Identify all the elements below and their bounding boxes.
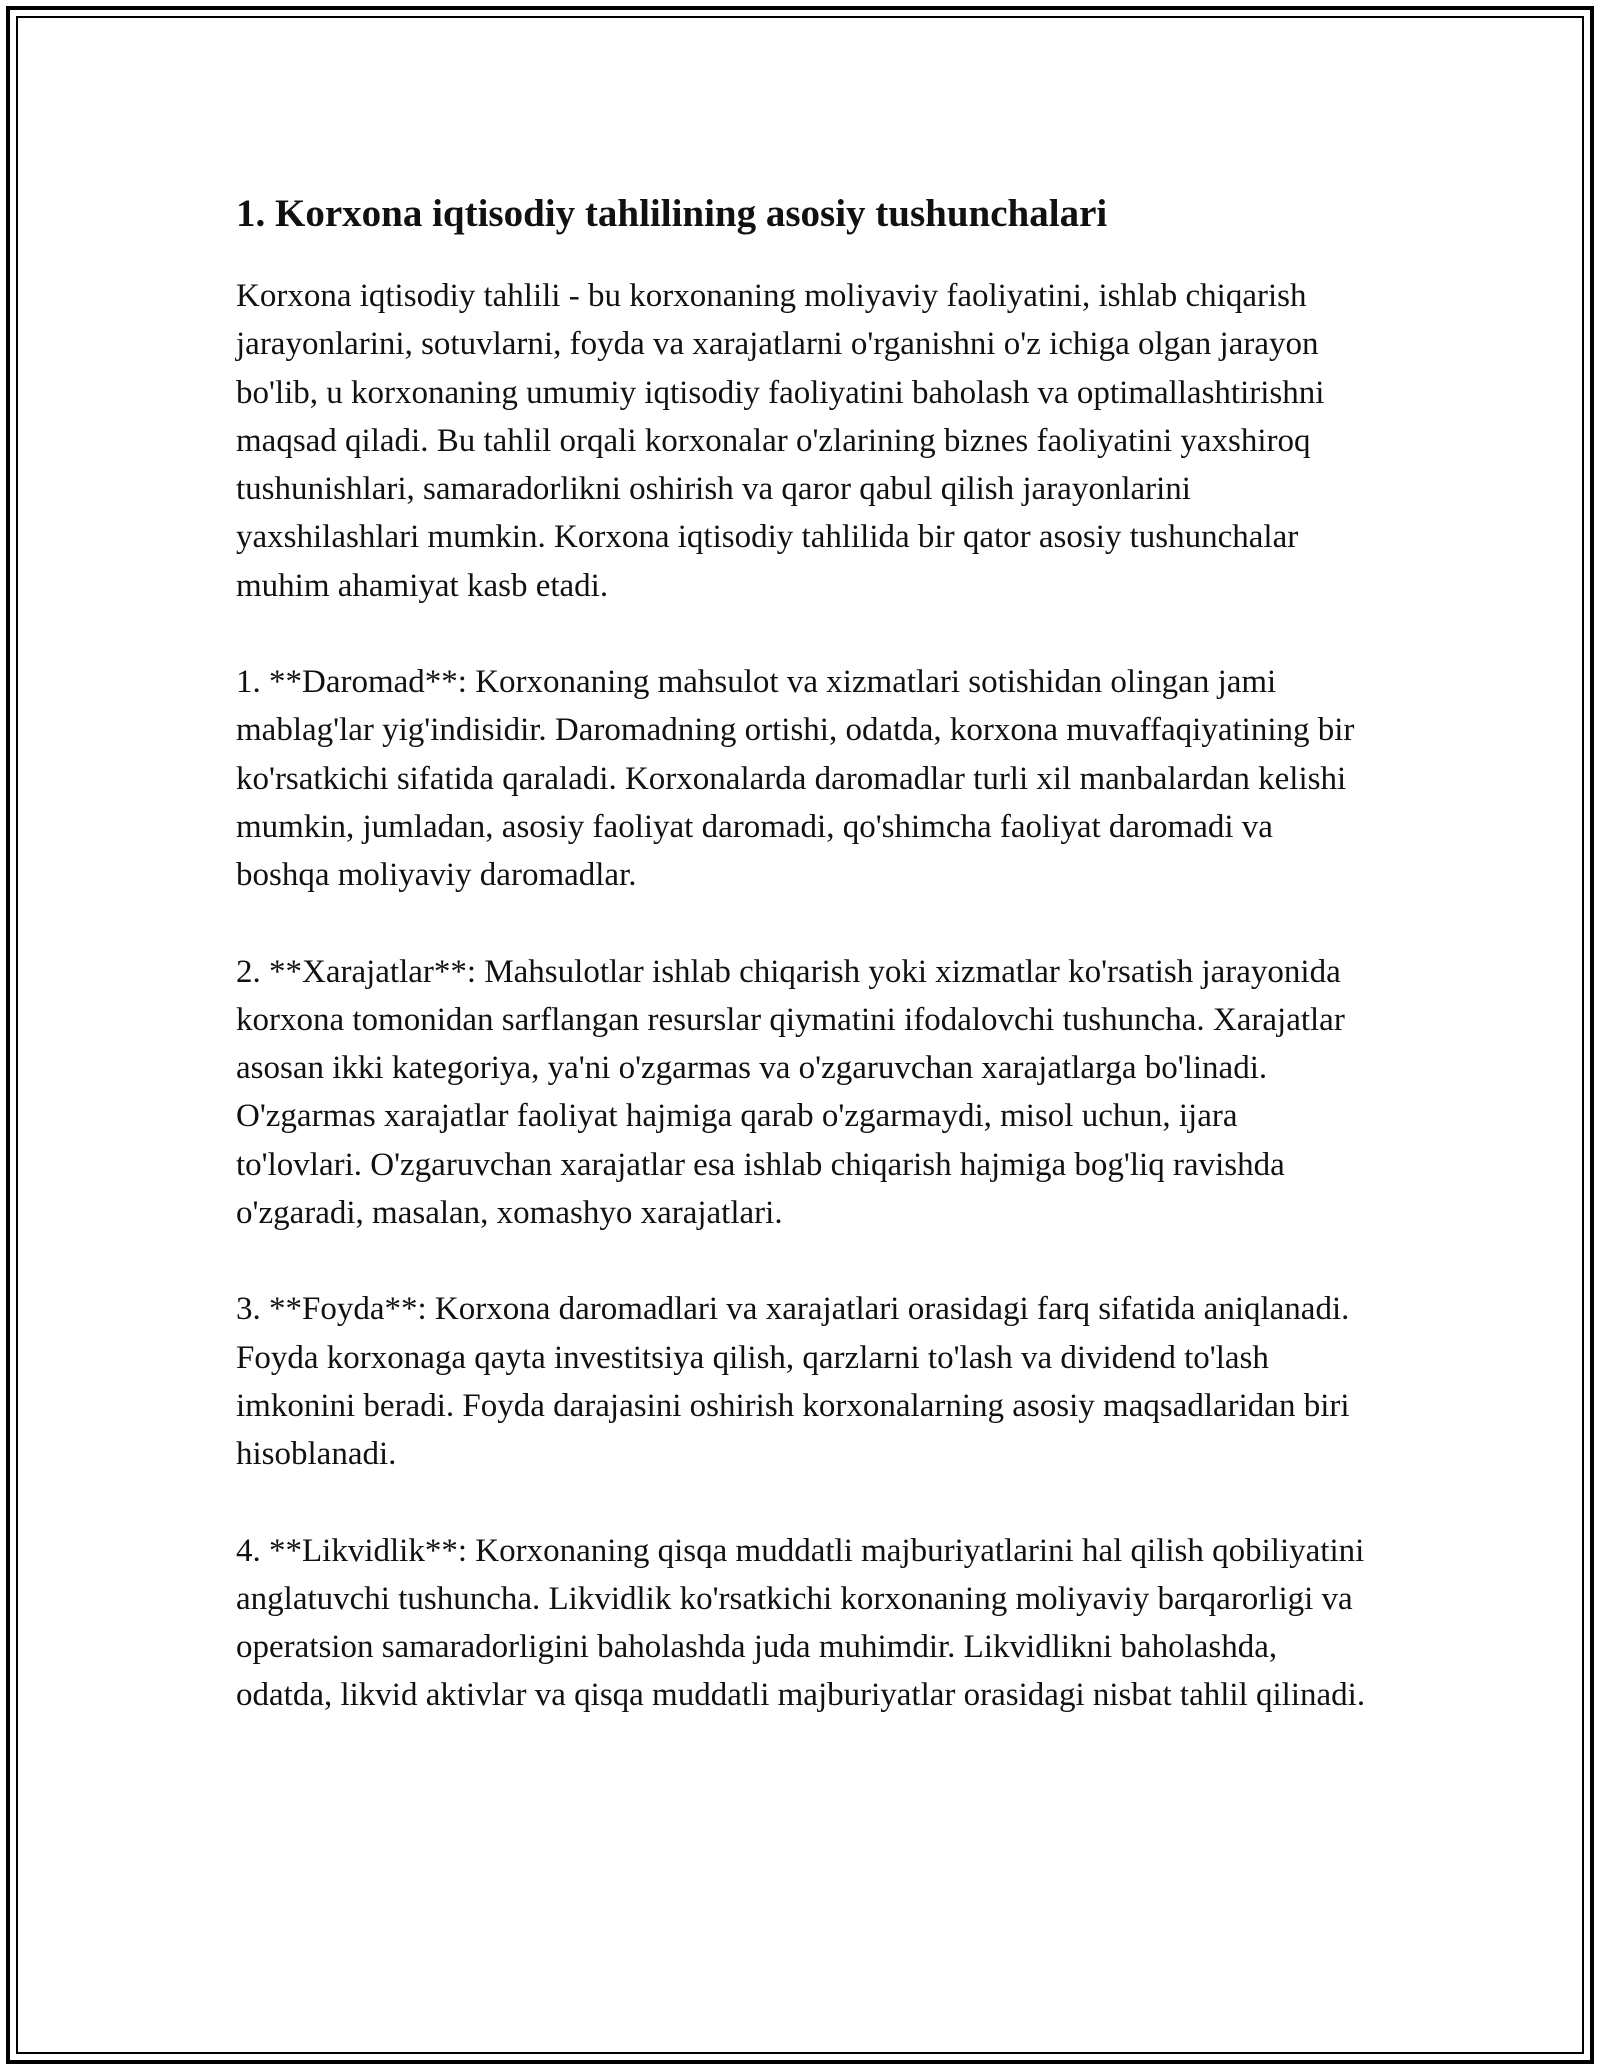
paragraph-likvidlik: 4. **Likvidlik**: Korxonaning qisqa muddatli majburiyatlarini hal qilish qobiliyatini anglatuvchi tushuncha. Likvidlik ko'rsatkichi korxonaning moliyaviy barqarorligi va operatsion samaradorligini baholashda juda muhimdir. Likvidlikni baholashda, odatda, likvid aktivlar va qisqa muddatli majburiyatlar orasidagi nisbat tahlil qilinadi. — [236, 1532, 1366, 1714]
paragraph-daromad: 1. **Daromad**: Korxonaning mahsulot va xizmatlari sotishidan olingan jami mablag'lar yig'indisidir. Daromadning ortishi, odatda, korxona muvaffaqiyatining bir ko'rsatkichi sifatida qaraladi. Korxonalarda daromadlar turli xil manbalardan kelishi mumkin, jumladan, asosiy faoliyat daromadi, qo'shimcha faoliyat daromadi va boshqa moliyaviy daromadlar. — [236, 664, 1355, 894]
intro-paragraph: Korxona iqtisodiy tahlili - bu korxonaning moliyaviy faoliyatini, ishlab chiqarish jarayonlarini, sotuvlarni, foyda va xarajatlarni o'rganishni o'z ichiga olgan jarayon bo'lib, u korxonaning umumiy iqtisodiy faoliyatini baholash va optimallashtirishni maqsad qiladi. Bu tahlil orqali korxonalar o'zlarining biznes faoliyatini yaxshiroq tushunishlari, samaradorlikni oshirish va qaror qabul qilish jarayonlarini yaxshilashlari mumkin. Korxona iqtisodiy tahlilida bir qator asosiy tushunchalar muhim ahamiyat kasb etadi. — [236, 278, 1325, 604]
document-body — [236, 186, 1366, 1768]
paragraph-xarajatlar: 2. **Xarajatlar**: Mahsulotlar ishlab chiqarish yoki xizmatlar ko'rsatish jarayonida korxona tomonidan sarflangan resurslar qiymatini ifodalovchi tushuncha. Xarajatlar asosan ikki kategoriya, ya'ni o'zgarmas va o'zgaruvchan xarajatlarga bo'linadi. O'zgarmas xarajatlar faoliyat hajmiga qarab o'zgarmaydi, misol uchun, ijara to'lovlari. O'zgaruvchan xarajatlar esa ishlab chiqarish hajmiga bog'liq ravishda o'zgaradi, masalan, xomashyo xarajatlari. — [236, 953, 1345, 1232]
paragraph-foyda: 3. **Foyda**: Korxona daromadlari va xarajatlari orasidagi farq sifatida aniqlanadi. Foyda korxonaga qayta investitsiya qilish, qarzlarni to'lash va dividend to'lash imkonini beradi. Foyda darajasini oshirish korxonalarning asosiy maqsadlaridan biri hisoblanadi. — [236, 1291, 1350, 1473]
document-heading: 1. Korxona iqtisodiy tahlilining asosiy tushunchalari — [236, 192, 1108, 235]
